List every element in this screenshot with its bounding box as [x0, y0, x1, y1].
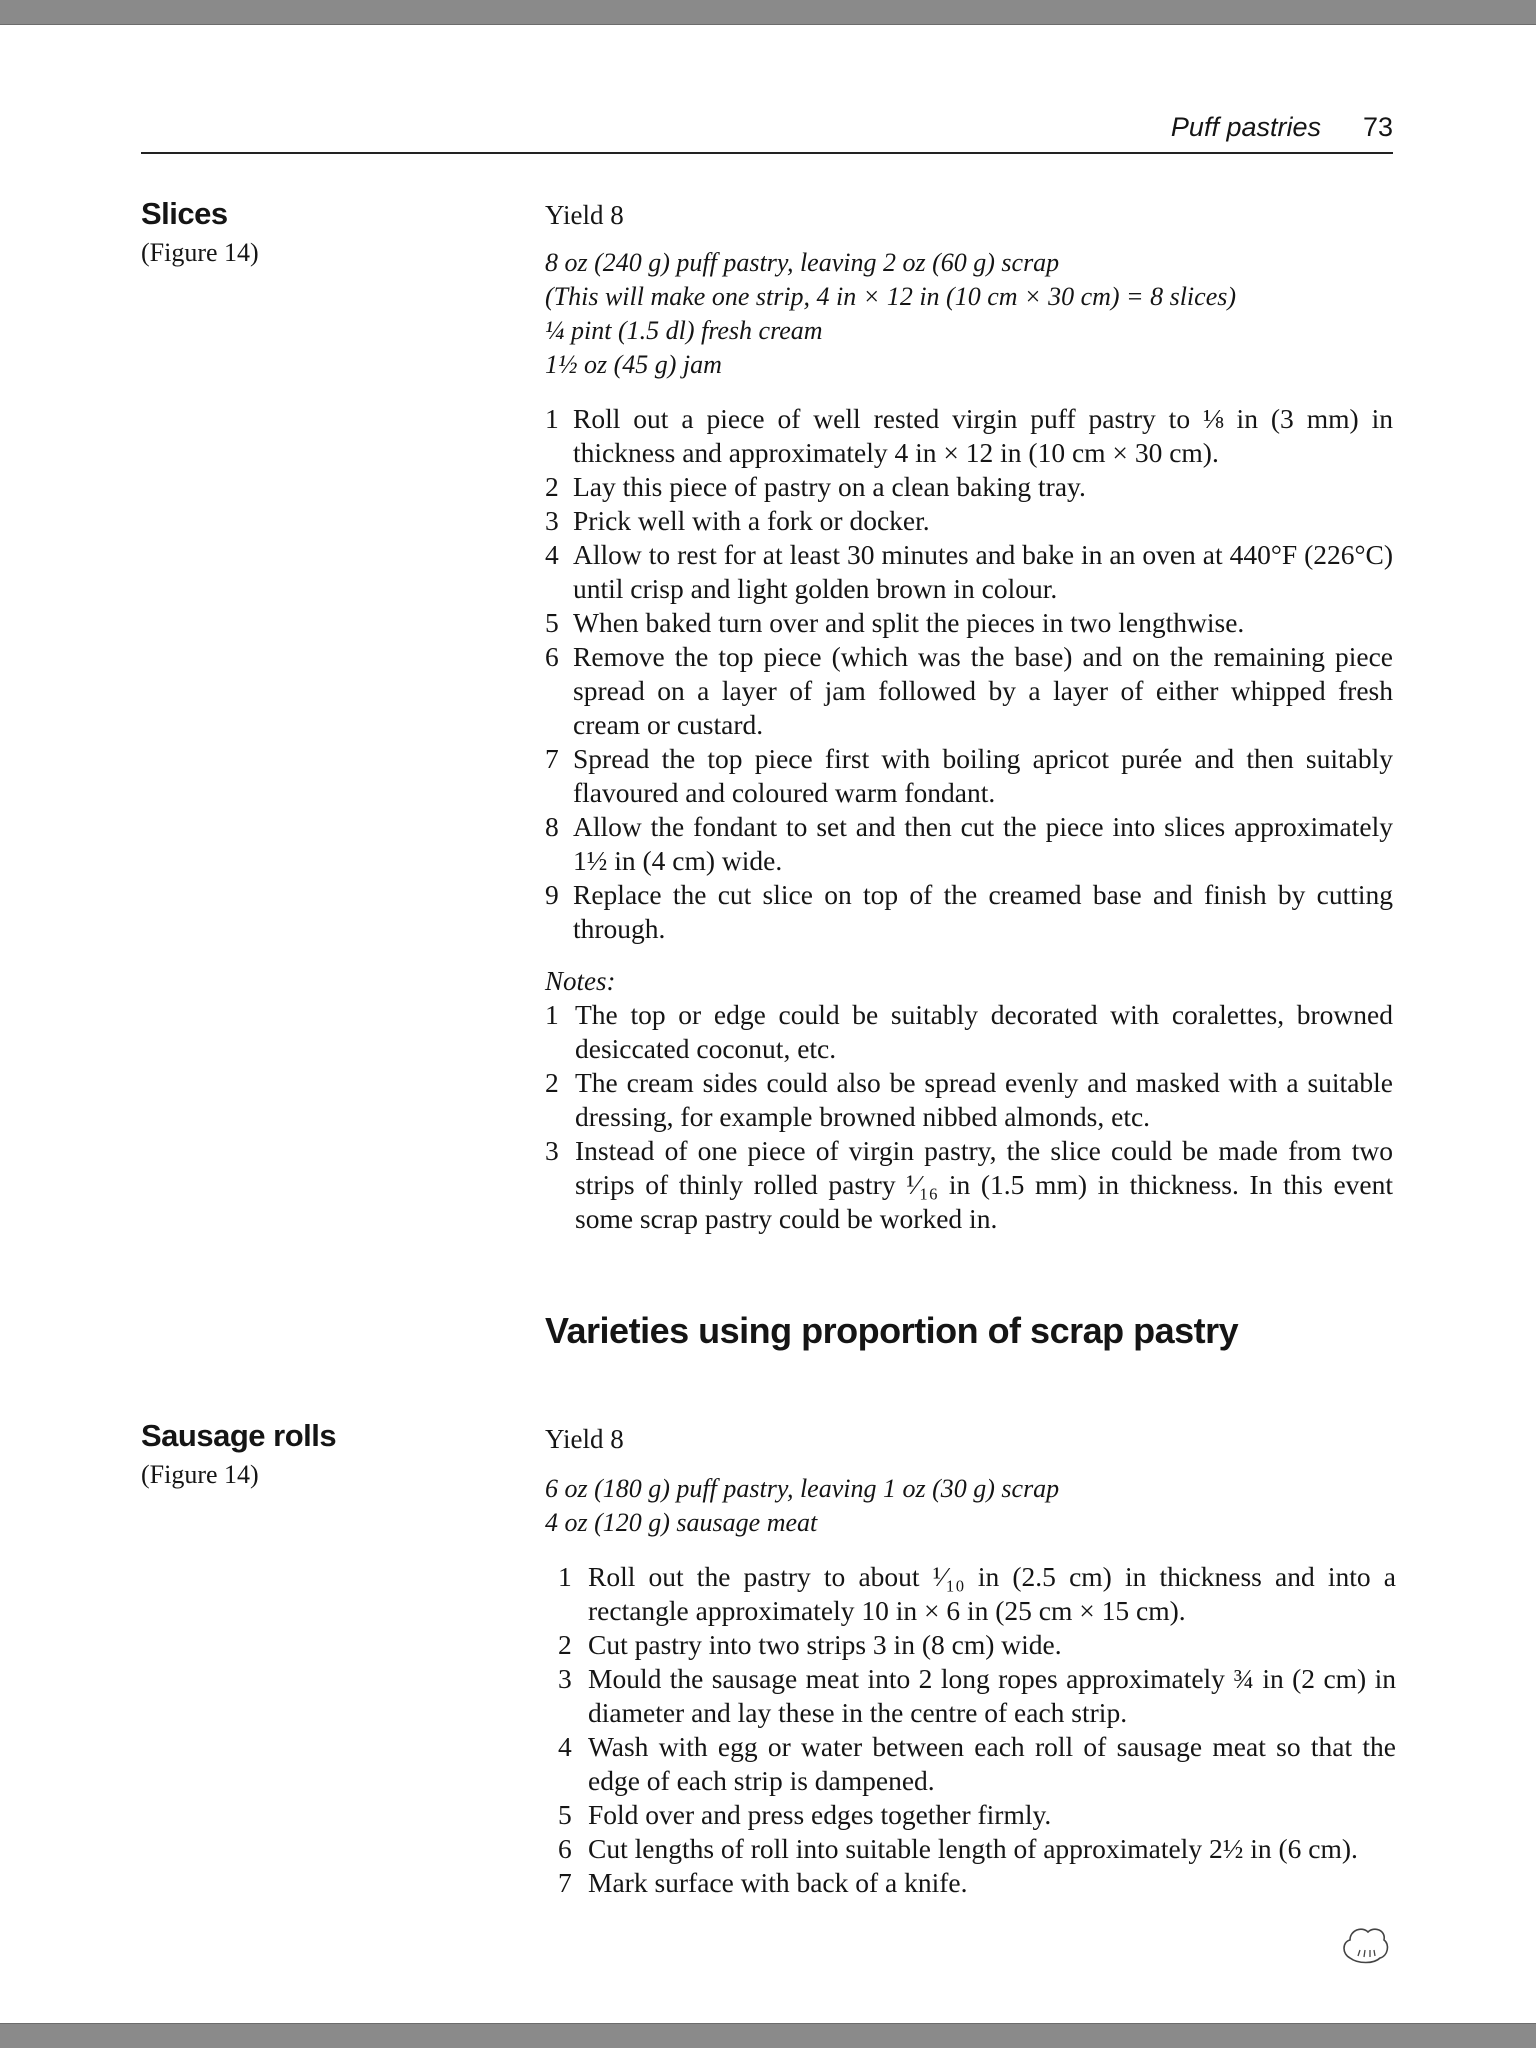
step-text: Spread the top piece first with boiling apricot purée and then suitably flavoured and coloured warm fondant. — [573, 743, 1393, 808]
step-text: Lay this piece of pastry on a clean baking tray. — [573, 471, 1086, 502]
ingredient-line: ¼ pint (1.5 dl) fresh cream — [545, 316, 823, 345]
running-head-title: Puff pastries — [1170, 112, 1321, 142]
note-number: 3 — [545, 1135, 559, 1166]
notes-label: Notes: — [545, 966, 616, 996]
step-text: Roll out the pastry to about ¹⁄₁₀ in (2.5 cm) in thickness and into a rectangle approximately 10 in × 6 in (25 cm × 15 cm). — [588, 1561, 1396, 1626]
note-text: The cream sides could also be spread evenly and masked with a suitable dressing, for example browned nibbed almonds, etc. — [575, 1067, 1393, 1132]
note-item — [545, 1134, 1393, 1236]
step-text: Prick well with a fork or docker. — [573, 505, 930, 536]
method-step — [545, 402, 1393, 470]
step-text: Fold over and press edges together firmly. — [588, 1799, 1052, 1830]
step-number: 7 — [545, 743, 559, 774]
ingredient-line: 4 oz (120 g) sausage meat — [545, 1508, 818, 1537]
step-number: 2 — [545, 471, 559, 502]
method-step — [545, 606, 1393, 640]
sausage-rolls-method-list — [558, 1560, 1396, 1900]
running-head — [141, 110, 1393, 154]
step-number: 3 — [545, 505, 559, 536]
slices-method-list — [545, 402, 1393, 946]
method-step — [545, 878, 1393, 946]
sausage-rolls-figure-ref: (Figure 14) — [141, 1460, 259, 1489]
method-step — [545, 810, 1393, 878]
ingredient-line: 8 oz (240 g) puff pastry, leaving 2 oz (60 g) scrap — [545, 248, 1060, 277]
ingredient-line: 1½ oz (45 g) jam — [545, 350, 722, 379]
note-item — [545, 1066, 1393, 1134]
note-number: 2 — [545, 1067, 559, 1098]
section-heading: Varieties using proportion of scrap pastry — [545, 1310, 1239, 1351]
method-step — [545, 640, 1393, 742]
step-text: Remove the top piece (which was the base) and on the remaining piece spread on a layer of jam followed by a layer of either whipped fresh cream or custard. — [573, 641, 1393, 740]
slices-yield: Yield 8 — [545, 200, 624, 230]
step-number: 1 — [558, 1561, 572, 1592]
method-step — [545, 504, 1393, 538]
sausage-rolls-ingredients — [545, 1472, 1059, 1540]
step-text: Allow to rest for at least 30 minutes and bake in an oven at 440°F (226°C) until crisp and light golden brown in colour. — [573, 539, 1393, 604]
viewer-bottom-bar — [0, 2023, 1536, 2048]
step-number: 2 — [558, 1629, 572, 1660]
viewer-top-bar — [0, 0, 1536, 25]
step-number: 5 — [558, 1799, 572, 1830]
note-item — [545, 998, 1393, 1066]
step-number: 4 — [545, 539, 559, 570]
step-number: 9 — [545, 879, 559, 910]
step-text: When baked turn over and split the pieces in two lengthwise. — [573, 607, 1245, 638]
step-number: 1 — [545, 403, 559, 434]
note-text: Instead of one piece of virgin pastry, the slice could be made from two strips of thinly rolled pastry ¹⁄₁₆ in (1.5 mm) in thickness. In this event some scrap pastry could be worked in. — [575, 1135, 1393, 1234]
step-text: Allow the fondant to set and then cut the piece into slices approximately 1½ in (4 cm) wide. — [573, 811, 1393, 876]
chef-hat-icon — [1340, 1924, 1390, 1968]
step-number: 7 — [558, 1867, 572, 1898]
ingredient-line: 6 oz (180 g) puff pastry, leaving 1 oz (30 g) scrap — [545, 1474, 1060, 1503]
slices-figure-ref: (Figure 14) — [141, 238, 259, 267]
step-text: Wash with egg or water between each roll of sausage meat so that the edge of each strip is dampened. — [588, 1731, 1396, 1796]
step-text: Cut lengths of roll into suitable length of approximately 2½ in (6 cm). — [588, 1833, 1358, 1864]
method-step — [545, 742, 1393, 810]
step-number: 6 — [558, 1833, 572, 1864]
method-step — [545, 470, 1393, 504]
note-number: 1 — [545, 999, 559, 1030]
slices-heading: Slices — [141, 196, 228, 231]
step-number: 5 — [545, 607, 559, 638]
step-number: 8 — [545, 811, 559, 842]
ingredient-line: (This will make one strip, 4 in × 12 in (10 cm × 30 cm) = 8 slices) — [545, 282, 1237, 311]
method-step — [558, 1730, 1396, 1798]
step-text: Replace the cut slice on top of the creamed base and finish by cutting through. — [573, 879, 1393, 944]
step-text: Cut pastry into two strips 3 in (8 cm) wide. — [588, 1629, 1062, 1660]
method-step — [558, 1832, 1396, 1866]
method-step — [558, 1866, 1396, 1900]
method-step — [558, 1560, 1396, 1628]
page-number: 73 — [1362, 112, 1393, 142]
step-number: 6 — [545, 641, 559, 672]
method-step — [558, 1662, 1396, 1730]
slices-ingredients — [545, 246, 1236, 382]
method-step — [558, 1798, 1396, 1832]
sausage-rolls-heading: Sausage rolls — [141, 1418, 337, 1453]
method-step — [558, 1628, 1396, 1662]
step-number: 3 — [558, 1663, 572, 1694]
step-text: Mould the sausage meat into 2 long ropes approximately ¾ in (2 cm) in diameter and lay these in the centre of each strip. — [588, 1663, 1396, 1728]
note-text: The top or edge could be suitably decorated with coralettes, browned desiccated coconut, etc. — [575, 999, 1393, 1064]
step-text: Roll out a piece of well rested virgin puff pastry to ⅛ in (3 mm) in thickness and approximately 4 in × 12 in (10 cm × 30 cm). — [573, 403, 1393, 468]
step-number: 4 — [558, 1731, 572, 1762]
step-text: Mark surface with back of a knife. — [588, 1867, 968, 1898]
slices-notes-list — [545, 998, 1393, 1236]
sausage-rolls-yield: Yield 8 — [545, 1424, 624, 1454]
method-step — [545, 538, 1393, 606]
